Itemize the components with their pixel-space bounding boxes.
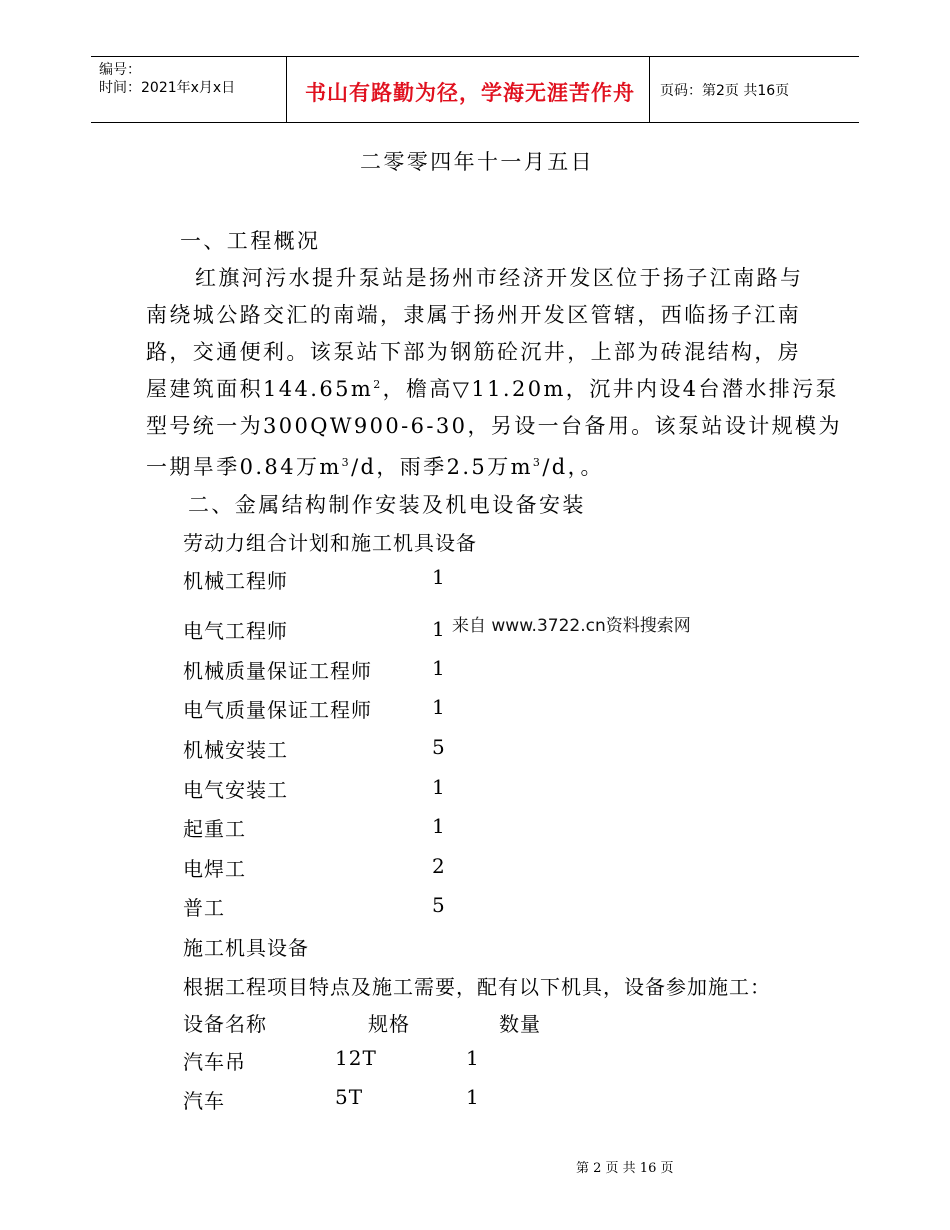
header-divider-left xyxy=(286,57,287,123)
doc-number-label: 编号： xyxy=(99,62,141,78)
page-footer: 第 2 页 共 16 页 xyxy=(576,1161,674,1176)
labor-role: 电焊工 xyxy=(183,857,246,881)
equipment-spec: 5T xyxy=(335,1085,364,1109)
section-1-title: 一、工程概况 xyxy=(180,229,321,253)
header-time: 时间：2021年x月x日 xyxy=(99,80,236,96)
watermark-text: 来自 www.3722.cn资料搜索网 xyxy=(452,616,691,636)
equipment-title: 施工机具设备 xyxy=(183,936,309,960)
header-page-number: 页码：第2页 共16页 xyxy=(660,83,790,99)
labor-role: 机械工程师 xyxy=(183,569,288,593)
labor-role: 电气质量保证工程师 xyxy=(183,698,372,722)
equipment-intro: 根据工程项目特点及施工需要，配有以下机具，设备参加施工： xyxy=(183,975,771,999)
header-bottom-border xyxy=(91,122,859,123)
equipment-header-qty: 数量 xyxy=(499,1012,541,1036)
overview-line-3: 路，交通便利。该泵站下部为钢筋砼沉井，上部为砖混结构，房 xyxy=(146,340,802,364)
labor-role: 电气工程师 xyxy=(183,619,288,643)
document-date: 二零零四年十一月五日 xyxy=(360,150,594,174)
labor-count: 1 xyxy=(432,656,446,680)
equipment-name: 汽车吊 xyxy=(183,1050,246,1074)
header-divider-right xyxy=(649,57,650,123)
labor-count: 5 xyxy=(432,735,446,759)
overview-line-2: 南绕城公路交汇的南端，隶属于扬州开发区管辖，西临扬子江南 xyxy=(146,303,802,327)
labor-count: 1 xyxy=(432,695,446,719)
overview-line-1: 红旗河污水提升泵站是扬州市经济开发区位于扬子江南路与 xyxy=(195,266,804,290)
labor-count: 1 xyxy=(432,775,446,799)
equipment-qty: 1 xyxy=(466,1085,480,1109)
equipment-header-spec: 规格 xyxy=(368,1012,410,1036)
labor-role: 起重工 xyxy=(183,817,246,841)
overview-line-6: 一期旱季0.84万$m^3/d$，雨季2.5万$m^3/d$，。 xyxy=(146,455,604,479)
labor-role: 电气安装工 xyxy=(183,778,288,802)
equipment-spec: 12T xyxy=(335,1046,377,1070)
labor-role: 普工 xyxy=(183,896,225,920)
header-top-border xyxy=(91,56,859,57)
equipment-name: 汽车 xyxy=(183,1089,225,1113)
labor-role: 机械质量保证工程师 xyxy=(183,659,372,683)
labor-count: 1 xyxy=(432,565,446,589)
section-2-title: 二、金属结构制作安装及机电设备安装 xyxy=(188,493,586,517)
labor-role: 机械安装工 xyxy=(183,738,288,762)
overview-line-5: 型号统一为300QW900-6-30，另设一台备用。该泵站设计规模为 xyxy=(146,414,842,438)
overview-line-4: 屋建筑面积$144.65m^2$，檐高▽11.20m，沉井内设4台潜水排污泵 xyxy=(146,377,839,401)
labor-count: 2 xyxy=(432,854,446,878)
labor-count: 1 xyxy=(432,814,446,838)
equipment-header-name: 设备名称 xyxy=(183,1012,267,1036)
labor-plan-title: 劳动力组合计划和施工机具设备 xyxy=(183,531,477,555)
equipment-qty: 1 xyxy=(466,1046,480,1070)
labor-count: 5 xyxy=(432,893,446,917)
header-motto: 书山有路勤为径，学海无涯苦作舟 xyxy=(305,81,635,105)
labor-count: 1 xyxy=(432,617,446,641)
